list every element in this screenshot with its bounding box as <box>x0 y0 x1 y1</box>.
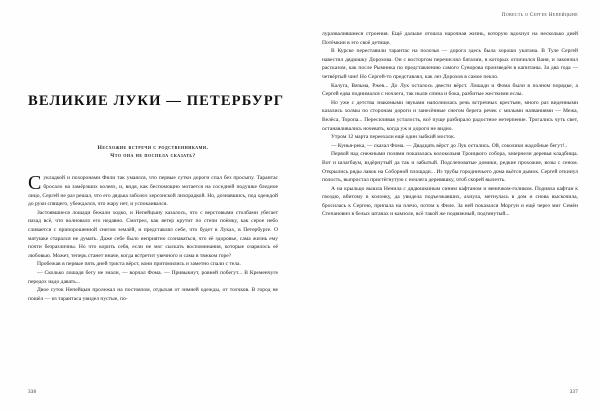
paragraph: Двое суток Непейцын пролежал на постоялом, отдыхая от зимней одежды, от толчков. В город не пошёл — из тарантаса увидел пустые, по- <box>28 287 278 302</box>
paragraph: Первой над снежными полями показалась колокольня Троицкого собора, зачернели деревья кладбища. Вот и шлагбаум, вздёрнутый да так и забытый. Подслеповатые домики, редкие прохожие, возы с сеном. Открылись ряды лавок на Соборной площади... Из трубы городничьего дома вьётся дымок. Сергей откинул полость, выпростал пристёгнутую с ночлега деревяшку, чтоб скорей вылезть. <box>322 151 578 184</box>
paragraph: — Сколько лошадя бегу не знали, — ворчал Фома. — Привыкнут, ровней побегут... В Кременчуге передох надо давать... <box>28 269 278 285</box>
paragraph-text: укладкой и похоронами Фили так умаялся, что первые сутки дороги спал без просыпу. Тарантас бросало на замёрзших колеях, и, видя, как беспомощно мотается на соседней подушке бледное лицо, Сергей не раз решал, что его дядька заболел херсонской лихорадкой. Но, дознавшись, под одеждой до руки спящего, убеждался, что жару нет, и успокаивался. <box>28 175 278 208</box>
paragraph: Калуга, Вязьма, Ржев... До Лук осталось двести вёрст. Лошади и Фома были в полном порядке, а Сергей едва поднимался с ночлега, так ныли спина и бока, разбитые жесткими еслы. <box>322 82 578 98</box>
paragraph: Пробежав в первые пять дней триста вёрст, кони притомились и заметно спали с тела. <box>37 261 241 268</box>
page-right <box>300 0 600 411</box>
right-page-body <box>322 30 578 219</box>
paragraph: луразвалившиеся строения. Ещё дальше отошла нарочная жизнь, которую вдохнул на несколько дней Потёмкин в это своё детище. <box>322 31 578 46</box>
page-number-right: 337 <box>569 389 578 395</box>
page-number-left: 336 <box>28 389 37 395</box>
chapter-title: ВЕЛИКИЕ ЛУКИ — ПЕТЕРБУРГ <box>28 93 285 109</box>
paragraph: Утром 12 марта переехали ещё один зыбкий мосток. <box>331 134 456 141</box>
drop-cap: С <box>28 172 42 195</box>
left-page-body <box>28 174 278 303</box>
paragraph: В Курске переставили тарантас на полозья — дорога здесь была хорошо укатана. В Туле Сергей навестил дядюшку Дорохова. Он с восторгом перечислял баталии, в которых отличился Ваня, и закончил рассказом, как после Рымника по представлению самого Суворова произведён в капитаны. За два года — четвёртый чин! Но Сергей-то представлял, как лез Дорохов в самое пекло. <box>322 48 578 80</box>
chapter-subtitle-line-2: Что она не поспела сказать? <box>110 153 196 160</box>
paragraph: Но уже с детства знакомыми звуками наполнилась речь встречных крестьян, много раз виденными казались холмы по сторонам дороги и занесённые снегом берега речек с милыми названиями — Межа, Велёса, Торопа... Пересиливая усталость, всё пуще разбирало радостное нетерпение. Трогались чуть свет, останавливались ночевать, когда уж и дороги не видно. <box>322 99 578 132</box>
paragraph: А на крыльцо вышла Ненила с дядюшкиным синим кафтаном и веничком-голиком. Подняла кафтан к гвоздю, вбитому в колонку, да увидела подъезжавших, ахнула, метнулась в дом и снова выскочила, бросилась к Сергею, припала на плечо, потом к Филе. За ней показался Моргун и ещё через миг Семён Степанович в белых штанах и камзоле, всё такой же подвижный, подтянутый... <box>322 185 578 218</box>
running-head: Повесть о Сергее Непейцыне <box>501 12 578 18</box>
chapter-subtitle <box>28 144 278 160</box>
paragraph <box>28 174 278 208</box>
chapter-subtitle-line-1: Несхожие встречи с родственниками. <box>97 145 209 151</box>
paragraph: Застоявшиеся лошади бежали ходко, и Непейцыну казалось, что с верстовыми столбами убегает назад всё, что волновало его недавно. Смотрел, как ветер крутит по степи поёмку, как серое небо сливается с припорошенной снегом землёй, и представлял себе, что будет в Луках, в Петербурге. О матушке старался не думать. Даже себе было неприятно сознаваться, что её здоровье, сама жизнь ему почти безразличны. Но что корить себя, если не мог сыскать воспоминания, которые озарялось её любовью. Может, теперь станет иначе, когда встретит увечного и сама в тяжком горе? <box>28 209 278 259</box>
paragraph: — Кунья-река, — сказал Фома. — Двадцать вёрст до Лук остались. Ой, соколики жадобные бегут!.. <box>331 142 568 149</box>
